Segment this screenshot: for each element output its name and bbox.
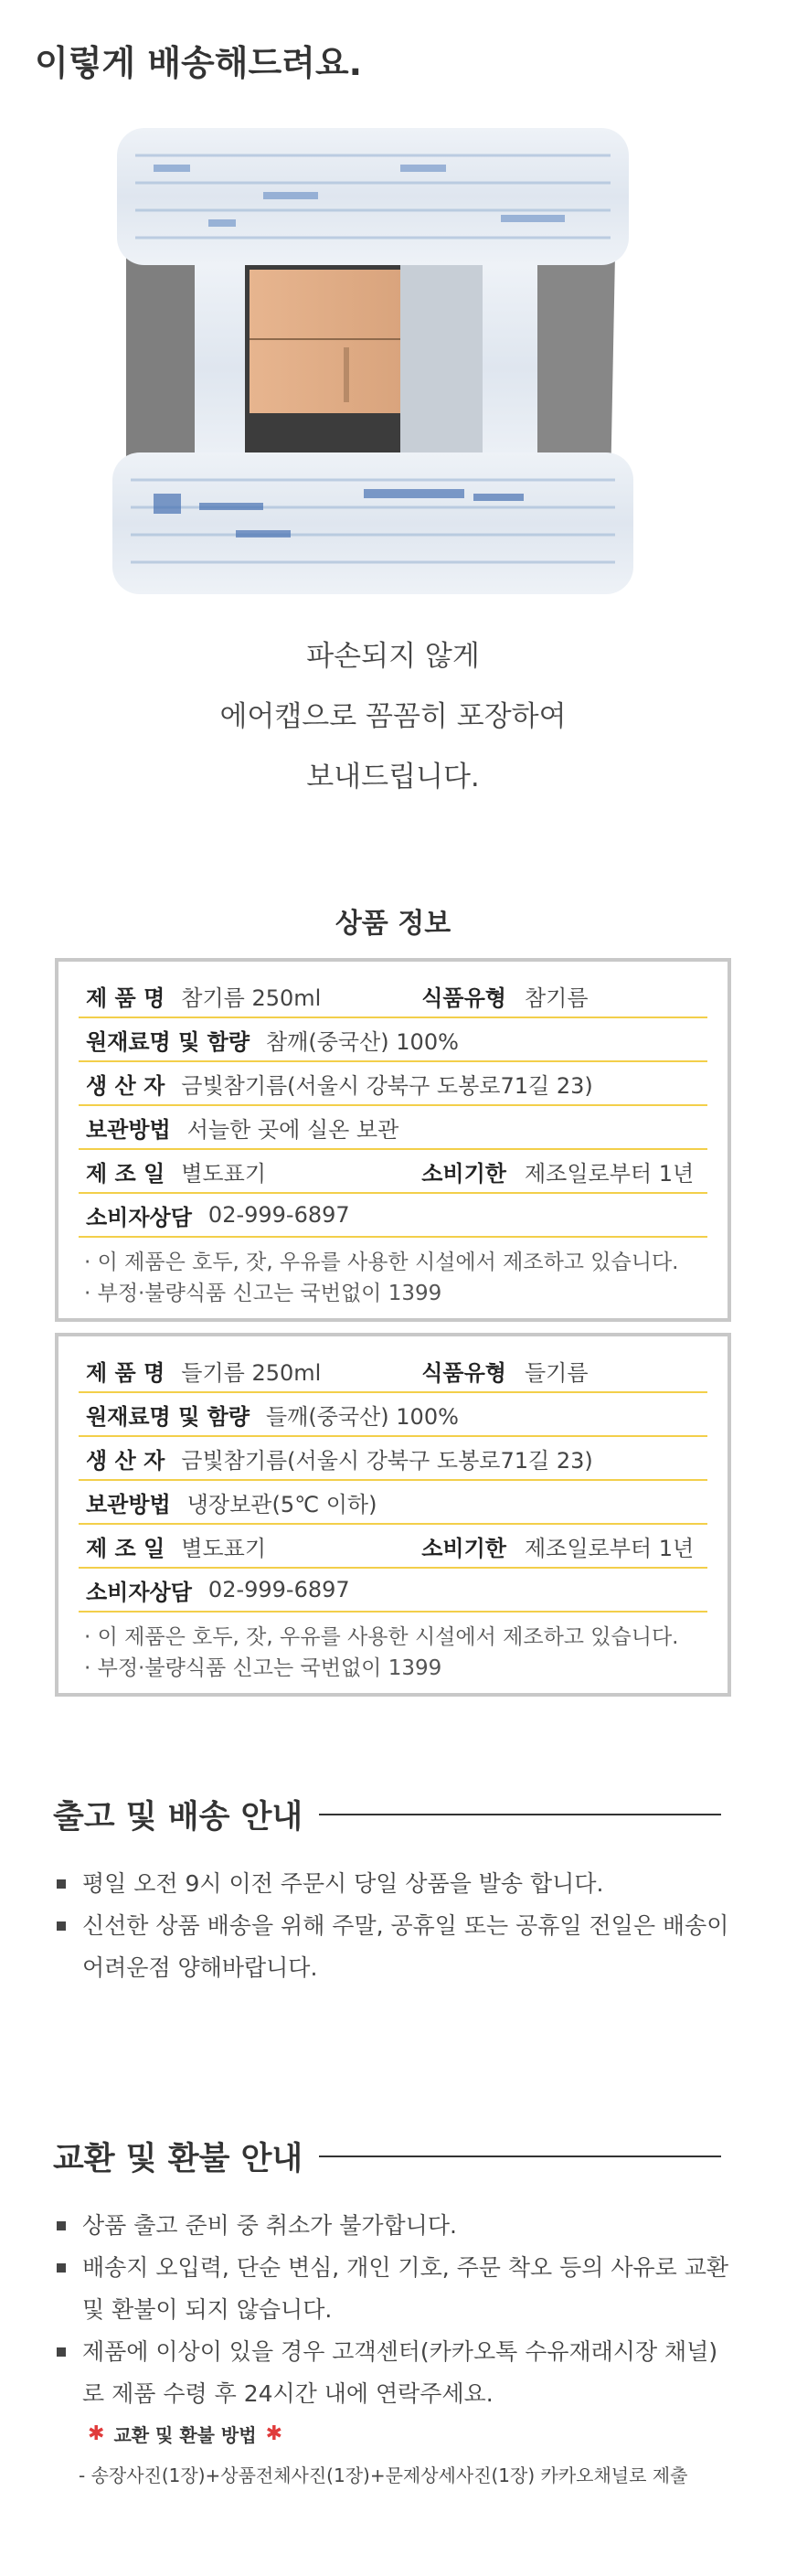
expiry-value: 제조일로부터 1년 <box>525 1535 695 1561</box>
bullet-square-icon <box>57 1921 66 1931</box>
asterisk-icon: ✱ <box>265 2422 283 2445</box>
asterisk-icon: ✱ <box>88 2422 105 2445</box>
list-item-text: 평일 오전 9시 이전 주문시 당일 상품을 발송 합니다. <box>82 1870 604 1897</box>
info-row <box>79 1569 707 1613</box>
list-item-text: 상품 출고 준비 중 취소가 불가합니다. <box>82 2212 457 2239</box>
list-item <box>53 1905 757 1989</box>
list-item-text: 제품에 이상이 있을 경우 고객센터(카카오톡 수유재래시장 채널) <box>82 2338 718 2365</box>
info-row <box>79 1106 707 1150</box>
product-info-box-sesame <box>55 958 731 1322</box>
refund-method-title <box>79 2421 292 2447</box>
mfg-value: 별도표기 <box>181 1535 267 1561</box>
info-notes <box>79 1613 707 1684</box>
info-row <box>79 1018 707 1062</box>
storage-value: 서늘한 곳에 실온 보관 <box>186 1116 399 1143</box>
list-item <box>53 1863 757 1905</box>
shipping-list <box>53 1863 757 1989</box>
info-row <box>79 1062 707 1106</box>
info-notes <box>79 1238 707 1309</box>
caption-line: 에어캡으로 꼼꼼히 포장하여 <box>219 700 567 733</box>
refund-method-title-text: 교환 및 환불 방법 <box>113 2424 257 2446</box>
expiry-label: 소비기한 <box>421 1160 506 1187</box>
refund-list <box>53 2205 757 2415</box>
allergy-note: · 이 제품은 호두, 잣, 우유를 사용한 시설에서 제조하고 있습니다. <box>84 1251 679 1274</box>
shipping-title <box>53 1792 721 1837</box>
list-item-text: 배송지 오입력, 단순 변심, 개인 기호, 주문 착오 등의 사유로 교환 <box>82 2254 729 2281</box>
info-row <box>79 1393 707 1437</box>
storage-label: 보관방법 <box>86 1116 171 1143</box>
info-row <box>79 1349 707 1393</box>
list-item <box>53 2247 757 2331</box>
packaging-photo <box>99 128 647 594</box>
bullet-square-icon <box>57 2347 66 2357</box>
contact-value: 02-999-6897 <box>207 1577 350 1602</box>
report-note: · 부정·불량식품 신고는 국번없이 1399 <box>84 1656 442 1680</box>
mfg-value: 별도표기 <box>181 1160 267 1187</box>
report-note: · 부정·불량식품 신고는 국번없이 1399 <box>84 1282 442 1305</box>
refund-title-text: 교환 및 환불 안내 <box>53 2141 303 2177</box>
info-row <box>79 1481 707 1525</box>
list-item-text: 신선한 상품 배송을 위해 주말, 공휴일 또는 공휴일 전일은 배송이 <box>82 1912 729 1939</box>
shipping-title-text: 출고 및 배송 안내 <box>53 1799 303 1836</box>
type-value: 들기름 <box>525 1359 589 1386</box>
type-label: 식품유형 <box>421 1359 506 1386</box>
info-row <box>79 974 707 1018</box>
list-item-text: 로 제품 수령 후 24시간 내에 연락주세요. <box>82 2380 494 2407</box>
allergy-note: · 이 제품은 호두, 잣, 우유를 사용한 시설에서 제조하고 있습니다. <box>84 1625 679 1649</box>
list-item-text: 및 환불이 되지 않습니다. <box>82 2296 333 2323</box>
contact-label: 소비자상담 <box>86 1579 192 1605</box>
caption-line: 파손되지 않게 <box>306 640 480 673</box>
packaging-caption <box>0 626 786 807</box>
bullet-square-icon <box>57 2263 66 2273</box>
mfg-label: 제 조 일 <box>86 1160 165 1187</box>
bullet-square-icon <box>57 1879 66 1889</box>
ingredient-value: 들깨(중국산) 100% <box>266 1403 459 1430</box>
name-value: 참기름 250ml <box>181 985 322 1011</box>
expiry-label: 소비기한 <box>421 1535 506 1561</box>
mfg-label: 제 조 일 <box>86 1535 165 1561</box>
bullet-square-icon <box>57 2221 66 2230</box>
refund-method-desc: - 송장사진(1장)+상품전체사진(1장)+문제상세사진(1장) 카카오채널로 제출 <box>79 2464 688 2486</box>
contact-value: 02-999-6897 <box>207 1202 350 1228</box>
storage-label: 보관방법 <box>86 1491 171 1517</box>
list-item-text: 어려운점 양해바랍니다. <box>82 1954 318 1981</box>
info-row <box>79 1525 707 1569</box>
ingredient-value: 참깨(중국산) 100% <box>266 1028 459 1055</box>
name-label: 제 품 명 <box>86 1359 165 1386</box>
caption-line: 보내드립니다. <box>306 761 480 793</box>
list-item <box>53 2205 757 2247</box>
maker-label: 생 산 자 <box>86 1447 165 1474</box>
type-label: 식품유형 <box>421 985 506 1011</box>
ingredient-label: 원재료명 및 함량 <box>86 1403 250 1430</box>
product-info-title: 상품 정보 <box>335 908 451 940</box>
list-item <box>53 2331 757 2415</box>
title-divider <box>319 2156 721 2157</box>
maker-label: 생 산 자 <box>86 1072 165 1099</box>
name-label: 제 품 명 <box>86 985 165 1011</box>
ingredient-label: 원재료명 및 함량 <box>86 1028 250 1055</box>
info-row <box>79 1437 707 1481</box>
storage-value: 냉장보관(5℃ 이하) <box>186 1491 377 1517</box>
contact-label: 소비자상담 <box>86 1204 192 1230</box>
info-row <box>79 1150 707 1194</box>
product-info-box-perilla <box>55 1333 731 1697</box>
info-row <box>79 1194 707 1238</box>
maker-value: 금빛참기름(서울시 강북구 도봉로71길 23) <box>181 1447 593 1474</box>
page-title: 이렇게 배송해드려요. <box>35 43 363 83</box>
refund-title <box>53 2134 721 2179</box>
type-value: 참기름 <box>525 985 589 1011</box>
name-value: 들기름 250ml <box>181 1359 322 1386</box>
title-divider <box>319 1814 721 1815</box>
expiry-value: 제조일로부터 1년 <box>525 1160 695 1187</box>
maker-value: 금빛참기름(서울시 강북구 도봉로71길 23) <box>181 1072 593 1099</box>
